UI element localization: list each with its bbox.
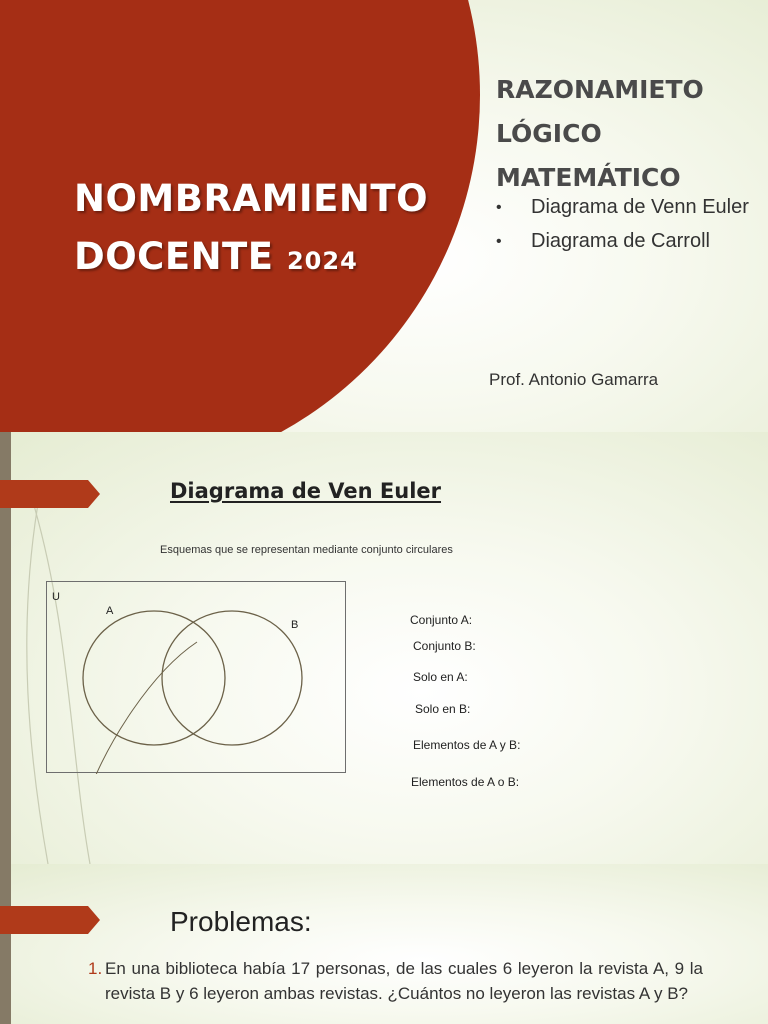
set-b-circle	[162, 611, 302, 745]
topic-label: Diagrama de Carroll	[531, 230, 710, 252]
set-row-a-y-b: Elementos de A y B:	[413, 738, 521, 752]
venn-diagram	[46, 581, 346, 773]
problems-slide	[0, 864, 768, 1024]
set-row-conjunto-a: Conjunto A:	[410, 613, 473, 627]
red-arrow-icon	[0, 906, 100, 934]
subtitle-line-2: LÓGICO	[496, 119, 602, 148]
subtitle-line-3: MATEMÁTICO	[496, 163, 681, 192]
professor-name: Prof. Antonio Gamarra	[489, 370, 659, 389]
set-a-label: A	[106, 605, 114, 617]
decorative-stroke	[87, 642, 197, 774]
problem-text: En una biblioteca había 17 personas, de las cuales 6 leyeron la revista A, 9 la revista B y 6 leyeron ambas revistas. ¿Cuántos no leyeron las revistas A y B?	[105, 959, 703, 1003]
set-b-label: B	[291, 619, 299, 631]
topic-item-venn	[496, 196, 756, 219]
venn-slide	[0, 432, 768, 864]
bullet-icon: •	[496, 199, 502, 216]
set-row-solo-b: Solo en B:	[415, 702, 471, 716]
title-line-2	[74, 228, 428, 290]
subtitle-line-1: RAZONAMIETO	[496, 75, 704, 104]
title-docente: DOCENTE	[74, 235, 274, 278]
problem-number: 1.	[88, 959, 103, 978]
main-title	[74, 170, 428, 290]
subtitle	[496, 68, 704, 200]
title-slide	[0, 0, 768, 432]
universe-label: U	[52, 591, 60, 603]
topic-label: Diagrama de Venn Euler	[531, 196, 749, 218]
left-accent-bar	[0, 864, 11, 1024]
problem-item	[88, 956, 703, 1006]
title-year: 2024	[286, 247, 358, 275]
red-arrow-icon	[0, 480, 100, 508]
section-description: Esquemas que se representan mediante conjunto circulares	[160, 544, 453, 556]
bullet-icon: •	[496, 233, 502, 250]
title-line-1: NOMBRAMIENTO	[74, 177, 429, 220]
set-row-solo-a: Solo en A:	[413, 670, 468, 684]
section-title: Diagrama de Ven Euler	[170, 479, 442, 503]
set-row-a-o-b: Elementos de A o B:	[411, 775, 520, 789]
topic-list	[496, 196, 756, 264]
problems-title: Problemas:	[170, 906, 312, 937]
set-row-conjunto-b: Conjunto B:	[413, 639, 476, 653]
venn-shapes	[47, 582, 347, 774]
topic-item-carroll	[496, 230, 756, 253]
set-a-circle	[83, 611, 225, 745]
